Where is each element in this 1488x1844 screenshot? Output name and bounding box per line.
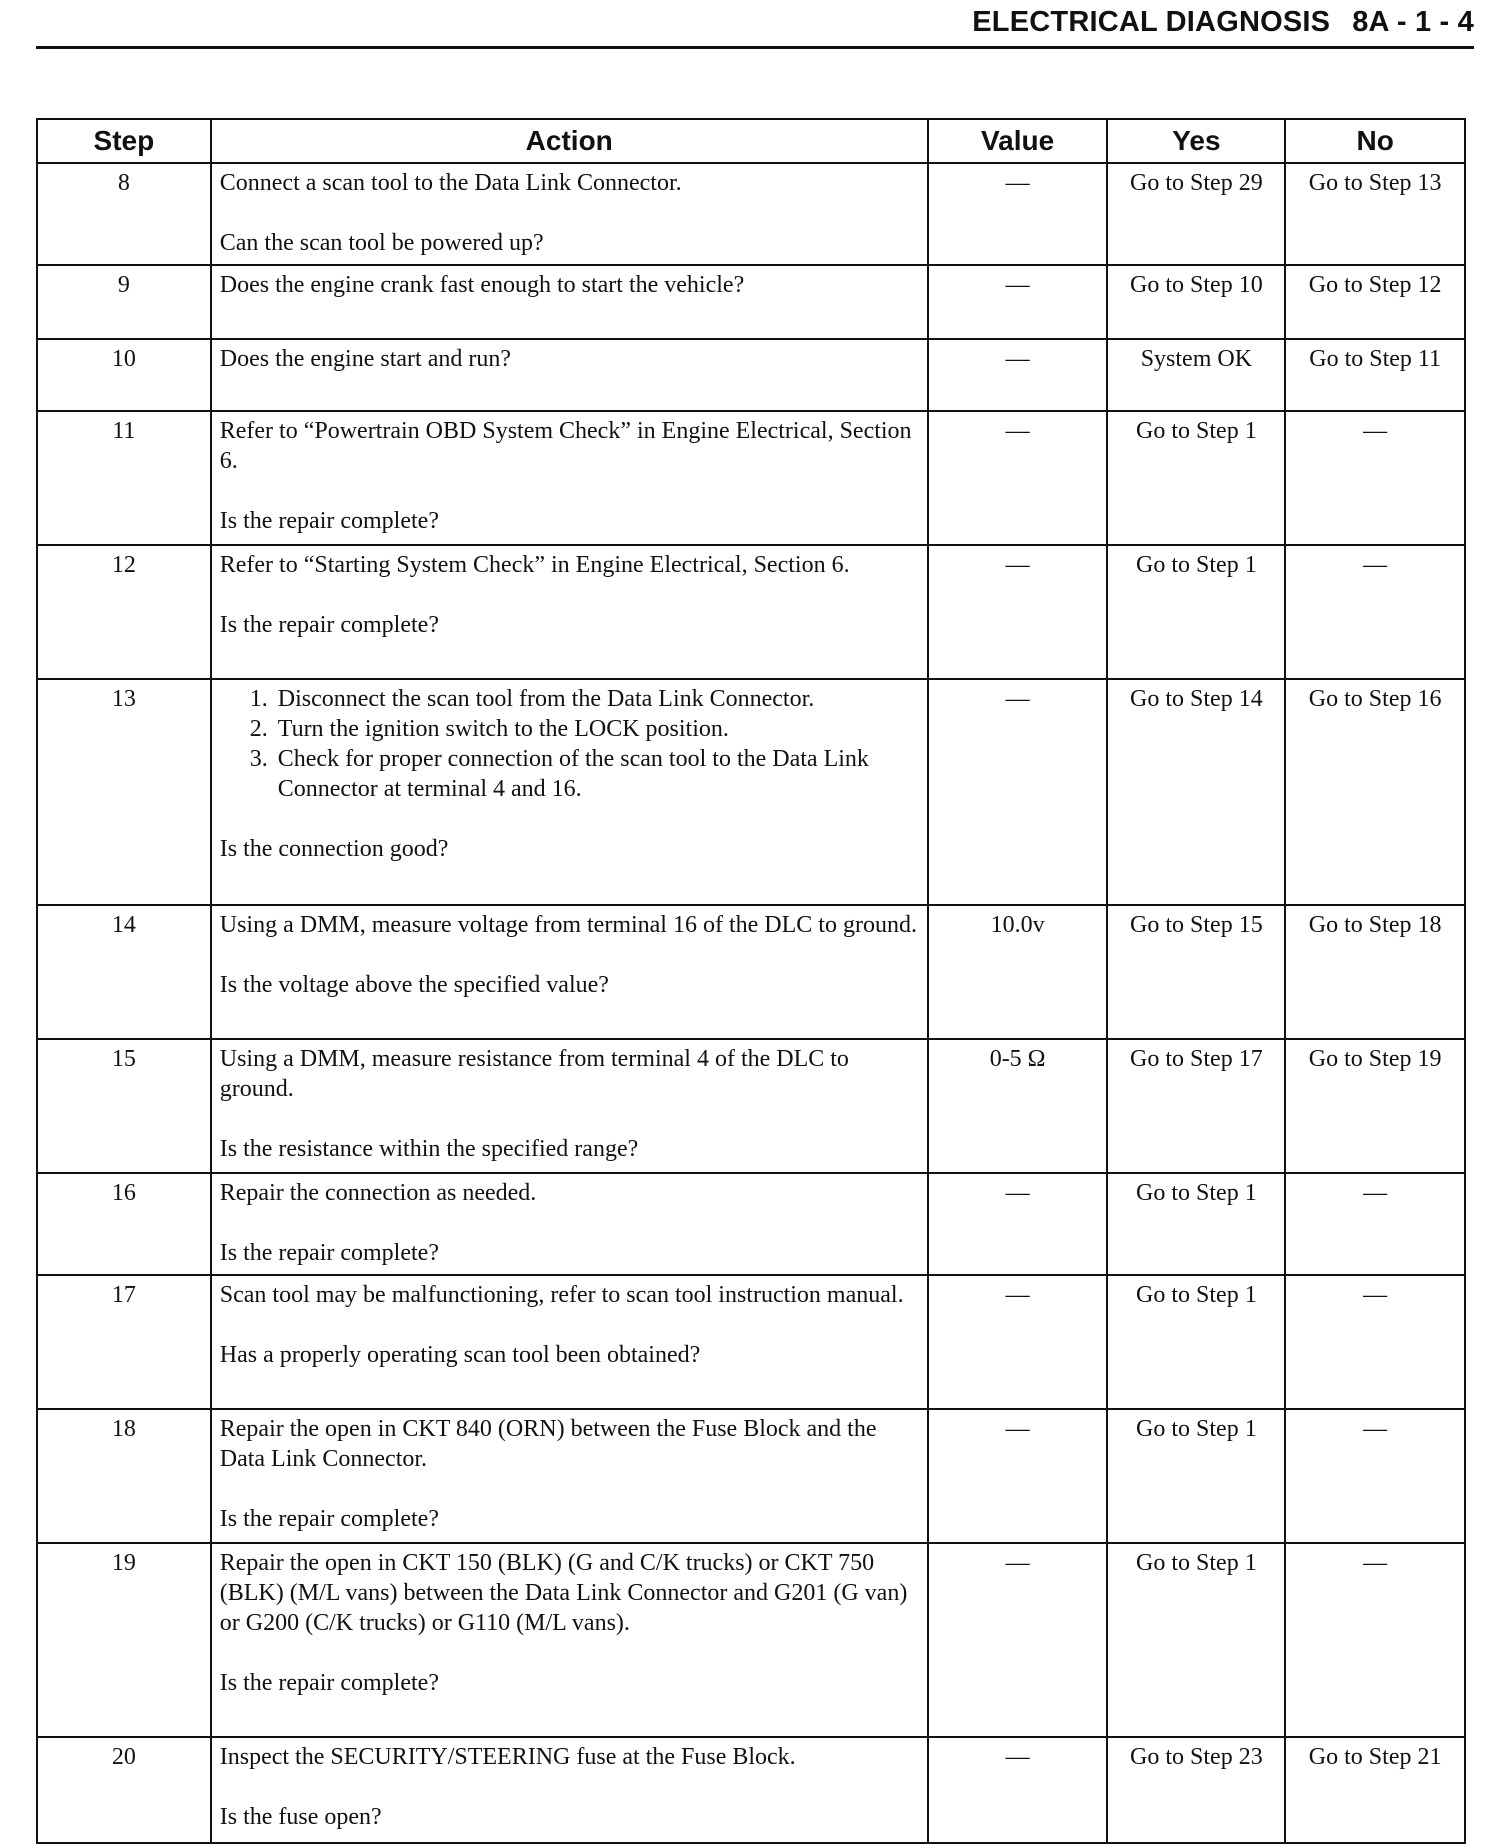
- action-cell: [211, 265, 928, 339]
- table-row: [37, 265, 1465, 339]
- table-row: [37, 1039, 1465, 1173]
- step-number: 10: [37, 339, 211, 411]
- no-cell: Go to Step 13: [1285, 163, 1465, 265]
- value-cell: —: [928, 1173, 1108, 1275]
- table-row: [37, 411, 1465, 545]
- value-cell: —: [928, 1409, 1108, 1543]
- diagnostic-table: [36, 118, 1466, 1844]
- action-question: Has a properly operating scan tool been obtained?: [219, 1342, 701, 1368]
- no-cell: —: [1285, 1275, 1465, 1409]
- action-cell: [211, 163, 928, 265]
- action-question: Is the voltage above the specified value?: [219, 972, 609, 998]
- value-cell: —: [928, 1543, 1108, 1737]
- action-text: Does the engine crank fast enough to start the vehicle?: [219, 272, 745, 298]
- value-cell: —: [928, 1737, 1108, 1843]
- step-number: 16: [37, 1173, 211, 1275]
- no-cell: Go to Step 21: [1285, 1737, 1465, 1843]
- yes-cell: Go to Step 10: [1107, 265, 1285, 339]
- step-number: 11: [37, 411, 211, 545]
- value-cell: 0-5 Ω: [928, 1039, 1108, 1173]
- action-cell: [211, 1409, 928, 1543]
- yes-cell: Go to Step 29: [1107, 163, 1285, 265]
- action-text: Refer to “Powertrain OBD System Check” in Engine Electrical, Section 6.: [219, 418, 912, 474]
- no-cell: —: [1285, 1173, 1465, 1275]
- yes-cell: Go to Step 14: [1107, 679, 1285, 905]
- no-cell: —: [1285, 411, 1465, 545]
- table-header-row: [37, 119, 1465, 163]
- no-cell: Go to Step 12: [1285, 265, 1465, 339]
- page-number: 8A - 1 - 4: [1352, 6, 1474, 38]
- action-text: Repair the open in CKT 150 (BLK) (G and C/K trucks) or CKT 750 (BLK) (M/L vans) between the Data Link Connector and G201 (G van) or G200 (C/K trucks) or G110 (M/L vans).: [219, 1550, 908, 1636]
- no-cell: —: [1285, 1543, 1465, 1737]
- action-cell: [211, 1039, 928, 1173]
- yes-cell: Go to Step 23: [1107, 1737, 1285, 1843]
- action-text: Refer to “Starting System Check” in Engine Electrical, Section 6.: [219, 552, 850, 578]
- step-number: 17: [37, 1275, 211, 1409]
- step-number: 14: [37, 905, 211, 1039]
- step-number: 20: [37, 1737, 211, 1843]
- action-text: Does the engine start and run?: [219, 346, 511, 372]
- no-cell: —: [1285, 545, 1465, 679]
- column-header-value: Value: [928, 119, 1108, 163]
- yes-cell: Go to Step 15: [1107, 905, 1285, 1039]
- action-question: Can the scan tool be powered up?: [219, 230, 544, 256]
- header-rule: [36, 46, 1474, 49]
- action-question: Is the repair complete?: [219, 1506, 439, 1532]
- action-step-item: 2. Turn the ignition switch to the LOCK position.: [274, 714, 921, 744]
- action-cell: [211, 1173, 928, 1275]
- table-row: [37, 1543, 1465, 1737]
- action-question: Is the repair complete?: [219, 612, 439, 638]
- step-number: 19: [37, 1543, 211, 1737]
- action-text: Repair the open in CKT 840 (ORN) between the Fuse Block and the Data Link Connector.: [219, 1416, 877, 1472]
- action-text: Inspect the SECURITY/STEERING fuse at the Fuse Block.: [219, 1744, 796, 1770]
- no-cell: Go to Step 19: [1285, 1039, 1465, 1173]
- yes-cell: Go to Step 1: [1107, 1173, 1285, 1275]
- column-header-step: Step: [37, 119, 211, 163]
- value-cell: 10.0v: [928, 905, 1108, 1039]
- action-cell: [211, 905, 928, 1039]
- step-number: 12: [37, 545, 211, 679]
- value-cell: —: [928, 339, 1108, 411]
- table-row: [37, 1275, 1465, 1409]
- table-row: [37, 339, 1465, 411]
- yes-cell: Go to Step 1: [1107, 411, 1285, 545]
- section-title: ELECTRICAL DIAGNOSIS: [972, 6, 1331, 38]
- table-row: [37, 1409, 1465, 1543]
- value-cell: —: [928, 411, 1108, 545]
- action-question: Is the repair complete?: [219, 1240, 439, 1266]
- action-step-item: 3. Check for proper connection of the scan tool to the Data Link Connector at terminal 4 and 16.: [274, 744, 921, 804]
- column-header-no: No: [1285, 119, 1465, 163]
- yes-cell: Go to Step 1: [1107, 1409, 1285, 1543]
- step-number: 15: [37, 1039, 211, 1173]
- value-cell: —: [928, 679, 1108, 905]
- no-cell: Go to Step 18: [1285, 905, 1465, 1039]
- action-cell: [211, 1543, 928, 1737]
- action-text: Scan tool may be malfunctioning, refer to scan tool instruction manual.: [219, 1282, 904, 1308]
- action-text: Repair the connection as needed.: [219, 1180, 537, 1206]
- yes-cell: System OK: [1107, 339, 1285, 411]
- action-text: Using a DMM, measure resistance from terminal 4 of the DLC to ground.: [219, 1046, 849, 1102]
- value-cell: —: [928, 163, 1108, 265]
- action-cell: [211, 339, 928, 411]
- table-row: [37, 1737, 1465, 1843]
- step-number: 8: [37, 163, 211, 265]
- action-question: Is the repair complete?: [219, 1670, 439, 1696]
- page-header: [34, 6, 1474, 46]
- action-text: Connect a scan tool to the Data Link Connector.: [219, 170, 682, 196]
- yes-cell: Go to Step 1: [1107, 545, 1285, 679]
- action-step-item: 1. Disconnect the scan tool from the Data Link Connector.: [274, 684, 921, 714]
- action-cell: [211, 679, 928, 905]
- value-cell: —: [928, 265, 1108, 339]
- yes-cell: Go to Step 1: [1107, 1543, 1285, 1737]
- no-cell: —: [1285, 1409, 1465, 1543]
- value-cell: —: [928, 545, 1108, 679]
- yes-cell: Go to Step 1: [1107, 1275, 1285, 1409]
- column-header-yes: Yes: [1107, 119, 1285, 163]
- step-number: 13: [37, 679, 211, 905]
- column-header-action: Action: [211, 119, 928, 163]
- step-number: 9: [37, 265, 211, 339]
- action-question: Is the resistance within the specified range?: [219, 1136, 639, 1162]
- step-number: 18: [37, 1409, 211, 1543]
- action-question: Is the fuse open?: [219, 1804, 382, 1830]
- table-row: [37, 905, 1465, 1039]
- table-row: [37, 679, 1465, 905]
- no-cell: Go to Step 11: [1285, 339, 1465, 411]
- action-cell: [211, 545, 928, 679]
- action-question: Is the repair complete?: [219, 508, 439, 534]
- table-body: [37, 163, 1465, 1843]
- value-cell: —: [928, 1275, 1108, 1409]
- table-row: [37, 1173, 1465, 1275]
- yes-cell: Go to Step 17: [1107, 1039, 1285, 1173]
- table-row: [37, 545, 1465, 679]
- table-row: [37, 163, 1465, 265]
- action-cell: [211, 1275, 928, 1409]
- no-cell: Go to Step 16: [1285, 679, 1465, 905]
- action-cell: [211, 1737, 928, 1843]
- action-cell: [211, 411, 928, 545]
- action-steps-list: [220, 684, 921, 804]
- action-question: Is the connection good?: [219, 836, 449, 862]
- action-text: Using a DMM, measure voltage from terminal 16 of the DLC to ground.: [219, 912, 917, 938]
